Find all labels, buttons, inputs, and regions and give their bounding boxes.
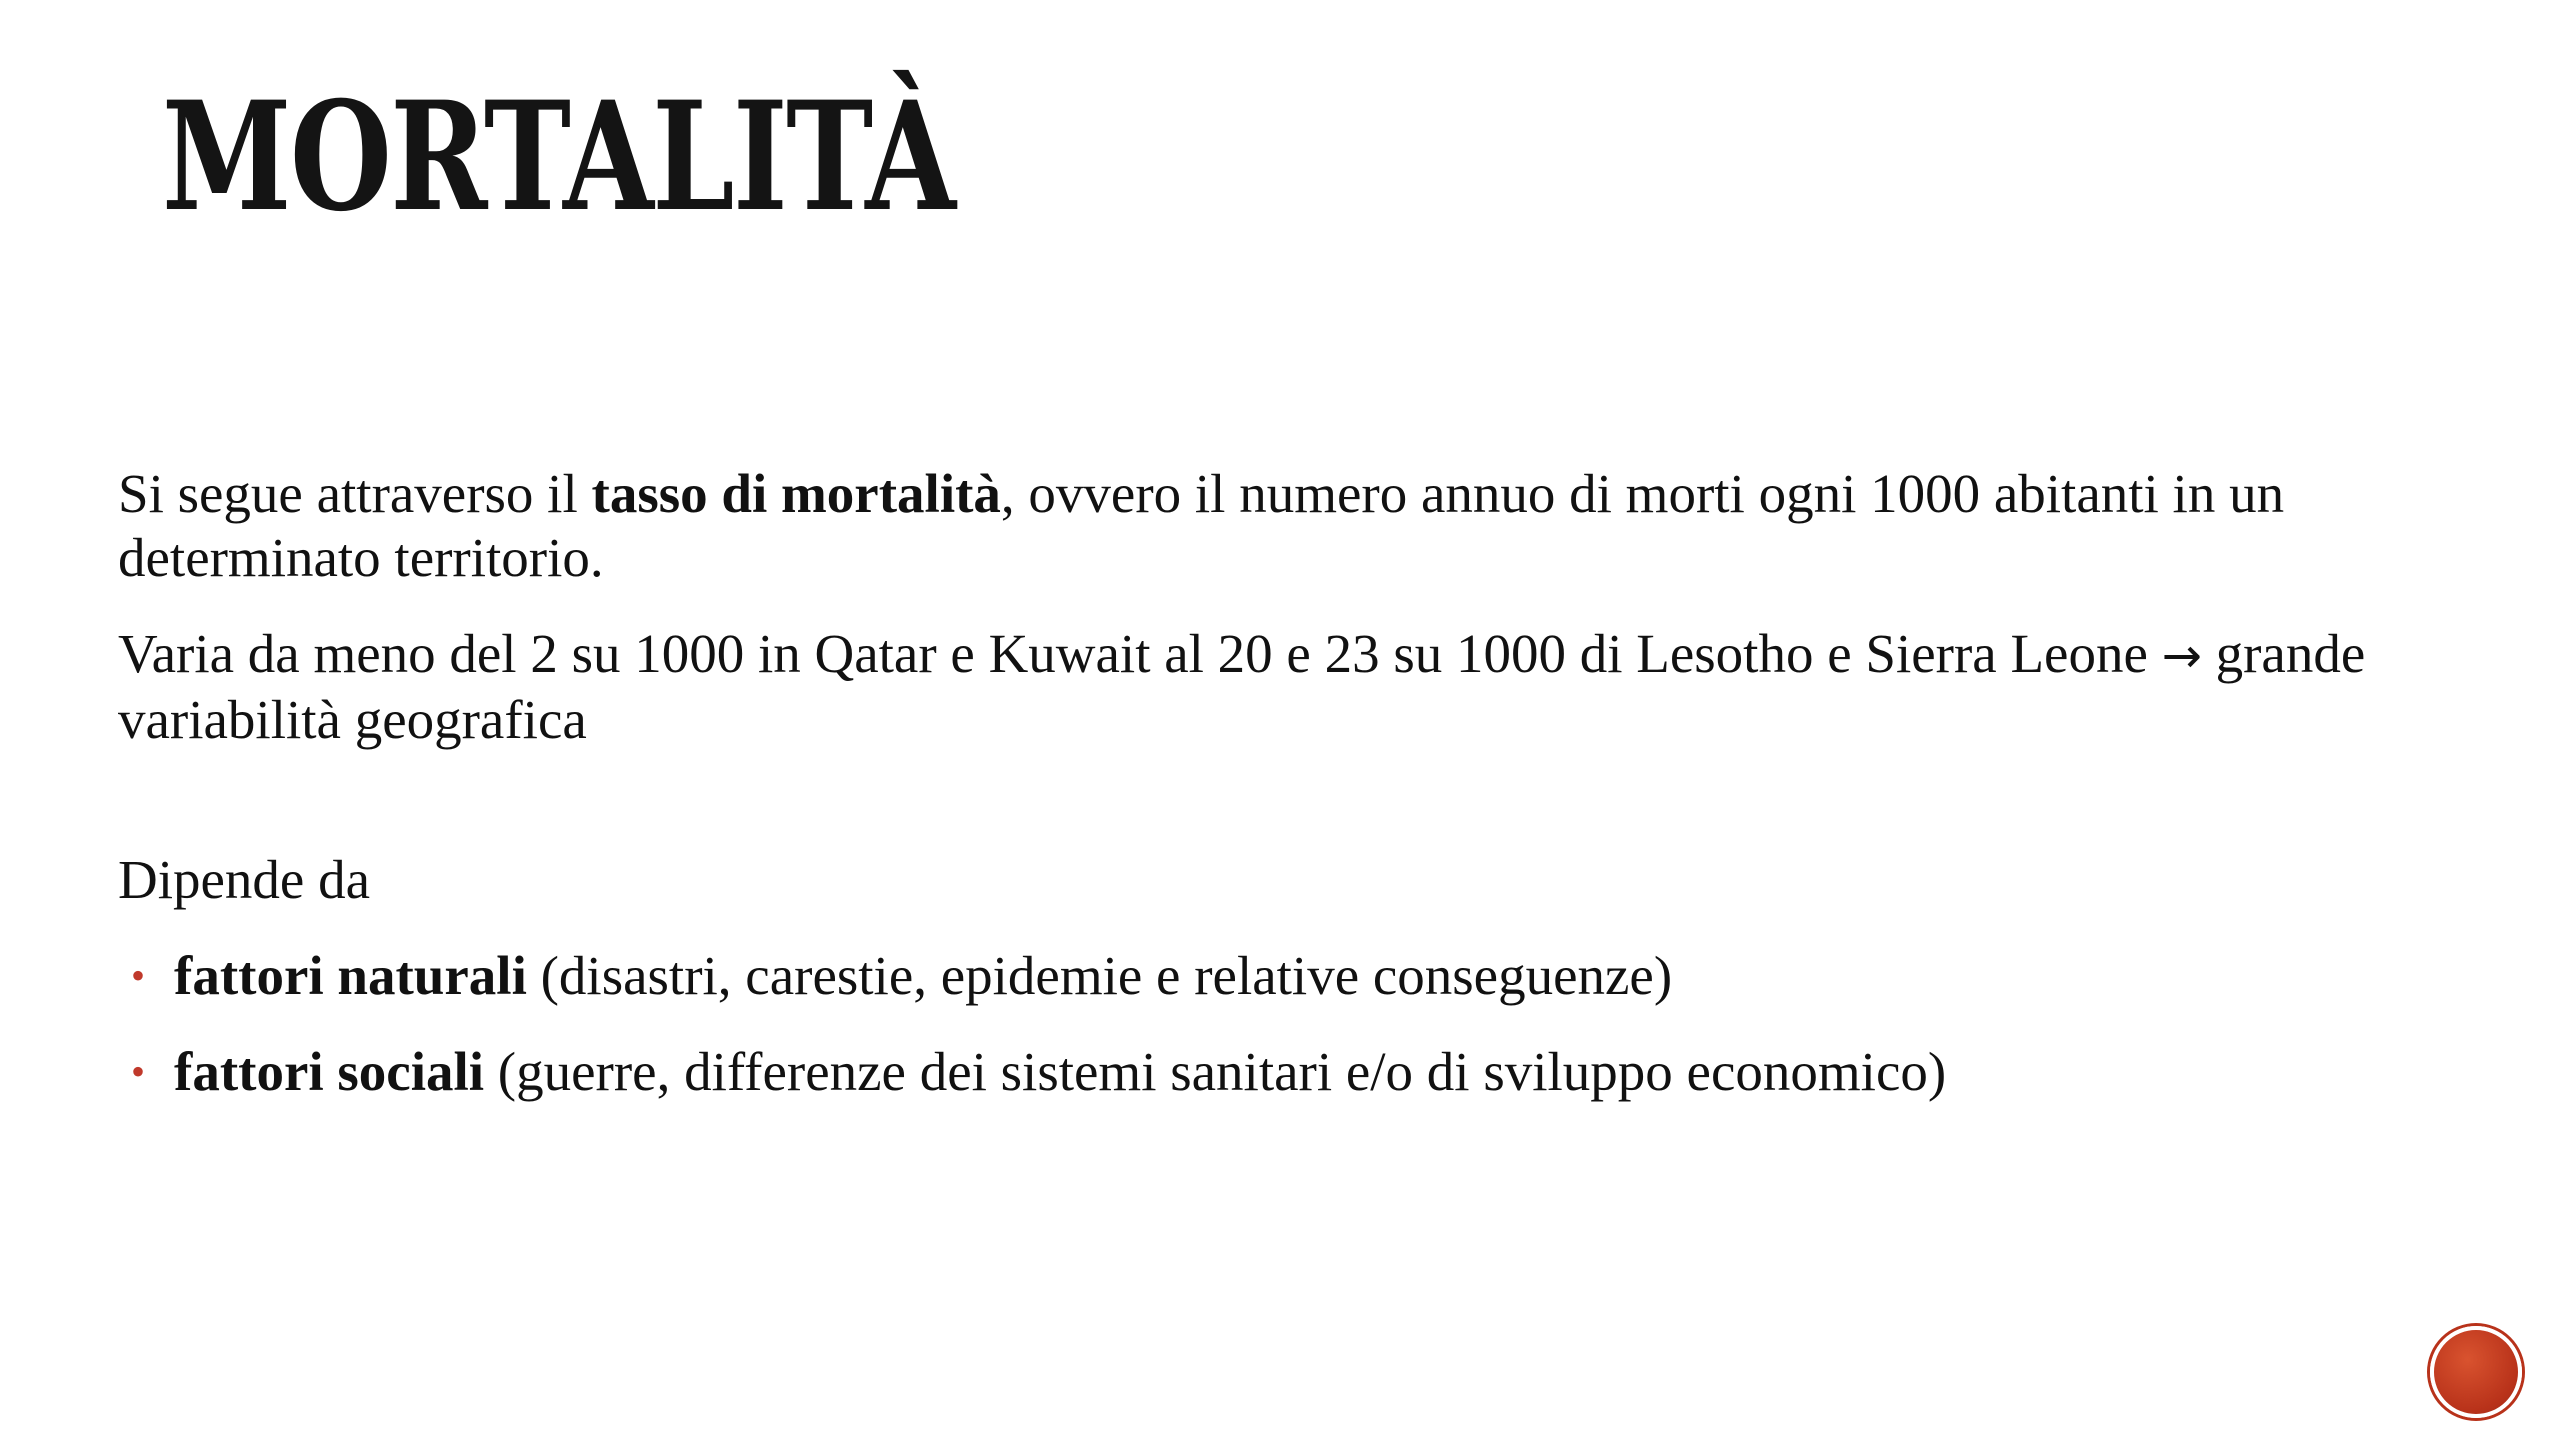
bullet-bold-text: fattori sociali [174, 1041, 485, 1102]
paragraph-variability [118, 622, 2418, 752]
bullet-item [118, 944, 2418, 1008]
slide-body [118, 462, 2418, 1104]
bullet-text: (disastri, carestie, epidemie e relative conseguenze) [526, 945, 1673, 1006]
bullet-icon: • [131, 1049, 146, 1094]
slide-title: MORTALITÀ [162, 69, 955, 245]
arrow-right-icon: → [2161, 628, 2202, 684]
paragraph-text: Varia da meno del 2 su 1000 in Qatar e Kuwait al 20 e 23 su 1000 di Lesotho e Sierra Leone [118, 623, 2162, 684]
paragraph-text: grande variabilità geografica [118, 623, 2366, 750]
emphasis-text: tasso di mortalità [591, 463, 1001, 524]
bullet-text: (guerre, differenze dei sistemi sanitari e/o di sviluppo economico) [484, 1041, 1947, 1102]
paragraph-text: Si segue attraverso il [118, 463, 592, 524]
paragraph-text: , ovvero il numero annuo di morti ogni 1000 abitanti in un determinato territorio. [118, 463, 2285, 588]
slide-badge-icon [2430, 1326, 2522, 1418]
paragraph-mortality-rate [118, 462, 2418, 590]
bullet-item [118, 1040, 2418, 1104]
paragraph-depends: Dipende da [118, 849, 370, 910]
bullet-icon: • [131, 953, 146, 998]
bullet-bold-text: fattori naturali [174, 945, 527, 1006]
